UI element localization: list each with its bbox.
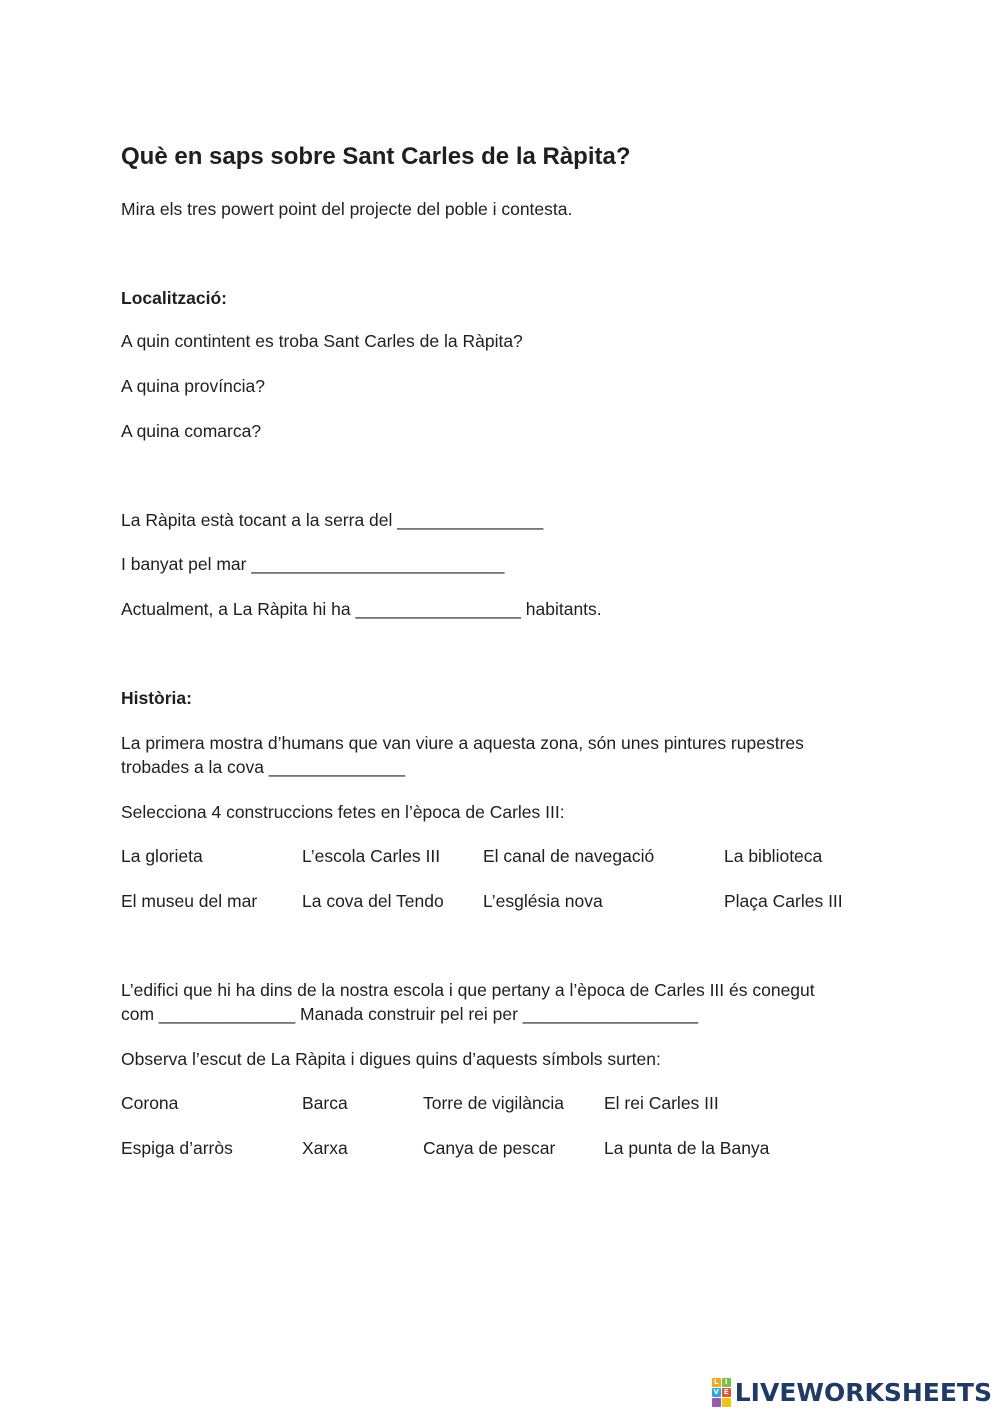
logo-tile: L	[712, 1378, 721, 1387]
symbol-option: Espiga d’arròs	[121, 1138, 233, 1158]
paragraph-edifici-line2: com ______________ Manada construir pel rei per __________________	[121, 1004, 698, 1024]
construction-option: Plaça Carles III	[724, 891, 843, 911]
paragraph-edifici-line1: L’edifici que hi ha dins de la nostra escola i que pertany a l’època de Carles III és conegut	[121, 980, 815, 1000]
fill-serra: La Ràpita està tocant a la serra del _______________	[121, 510, 544, 530]
construction-option: El canal de navegació	[483, 846, 655, 866]
liveworksheets-logo	[712, 1377, 992, 1407]
liveworksheets-logo-icon	[712, 1378, 731, 1407]
escut-prompt: Observa l’escut de La Ràpita i digues quins d’aquests símbols surten:	[121, 1049, 661, 1069]
symbol-option: Xarxa	[302, 1138, 348, 1158]
worksheet-title: Què en saps sobre Sant Carles de la Ràpita?	[121, 143, 631, 170]
construction-option: La glorieta	[121, 846, 203, 866]
symbol-option: Torre de vigilància	[423, 1093, 565, 1113]
symbol-option: La punta de la Banya	[604, 1138, 770, 1158]
symbol-option: Corona	[121, 1093, 179, 1113]
select-prompt: Selecciona 4 construccions fetes en l’època de Carles III:	[121, 802, 565, 822]
question-continent: A quin contintent es troba Sant Carles de la Ràpita?	[121, 331, 523, 351]
logo-tile: I	[722, 1378, 731, 1387]
question-provincia: A quina província?	[121, 376, 265, 396]
paragraph-pintures-line2: trobades a la cova ______________	[121, 757, 406, 777]
construction-option: L’església nova	[483, 891, 603, 911]
section-heading-localitzacio: Localització:	[121, 288, 227, 308]
symbol-option: El rei Carles III	[604, 1093, 719, 1113]
question-comarca: A quina comarca?	[121, 421, 262, 441]
symbol-option: Canya de pescar	[423, 1138, 556, 1158]
fill-habitants: Actualment, a La Ràpita hi ha _________________ habitants.	[121, 599, 602, 619]
paragraph-pintures-line1: La primera mostra d’humans que van viure a aquesta zona, són unes pintures rupestres	[121, 733, 804, 753]
liveworksheets-wordmark: LIVEWORKSHEETS	[734, 1377, 992, 1407]
symbol-option: Barca	[302, 1093, 348, 1113]
logo-tile	[722, 1398, 731, 1407]
construction-option: L’escola Carles III	[302, 846, 441, 866]
logo-tile: E	[722, 1388, 731, 1397]
logo-tile	[712, 1398, 721, 1407]
intro-text: Mira els tres powert point del projecte del poble i contesta.	[121, 199, 573, 219]
fill-mar: I banyat pel mar __________________________	[121, 554, 505, 574]
logo-tile: V	[713, 1387, 719, 1396]
construction-option: La cova del Tendo	[302, 891, 444, 911]
section-heading-historia: Història:	[121, 688, 192, 708]
construction-option: La biblioteca	[724, 846, 823, 866]
construction-option: El museu del mar	[121, 891, 258, 911]
